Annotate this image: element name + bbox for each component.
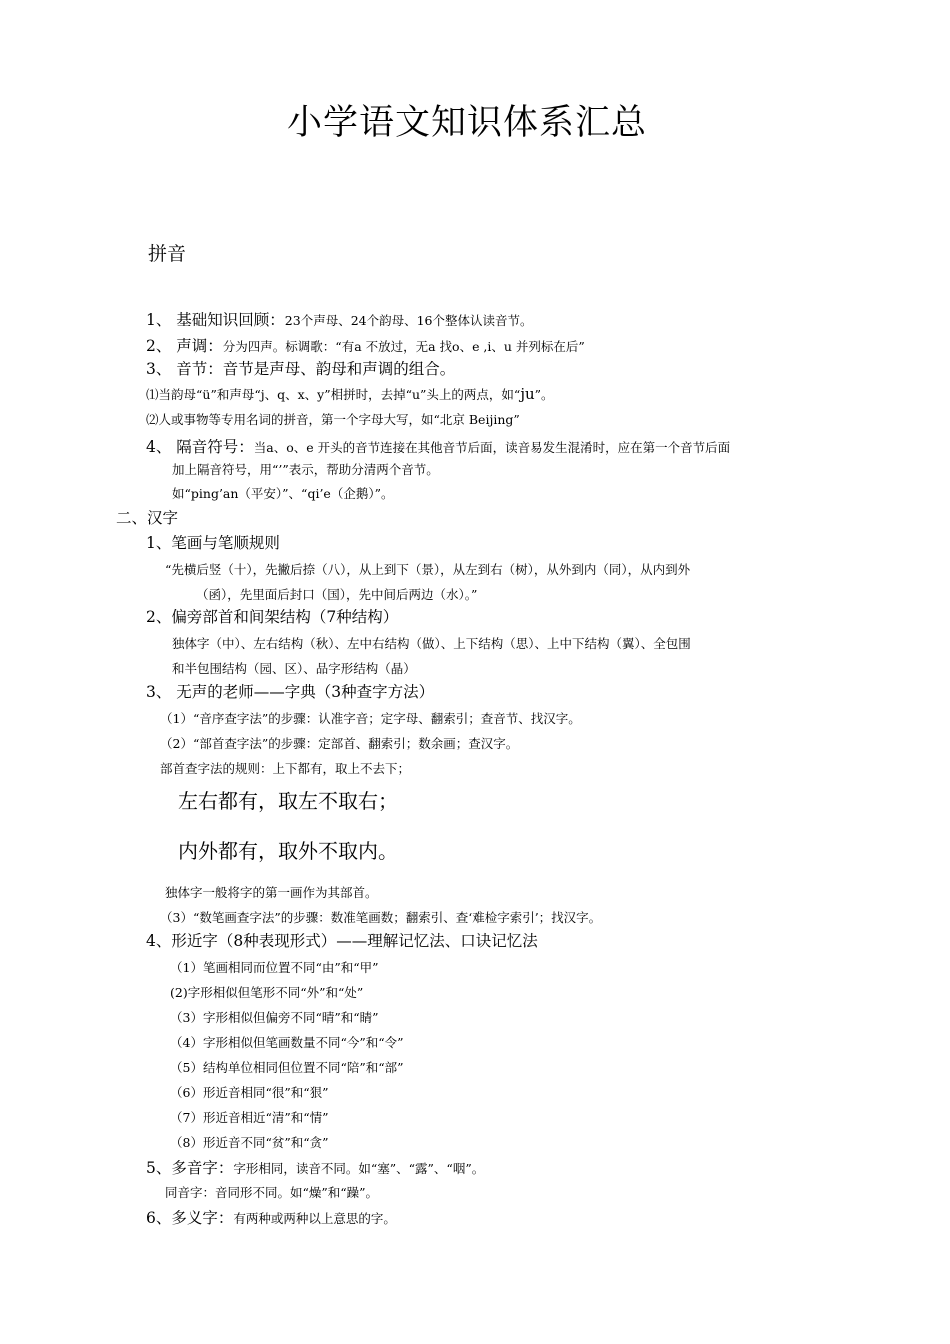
hanzi-text: 部首查字法的规则：上下都有，取上不去下； <box>160 761 411 776</box>
item-text: 分为四声。标调歌：“有a 不放过，无a 找o、e ,i、u 并列标在后” <box>222 339 585 354</box>
note-example: ju <box>520 385 535 403</box>
hanzi-text: 同音字：音同形不同。如“燥”和“躁”。 <box>165 1185 379 1200</box>
hanzi-rule-large: 内外都有，取外不取内。 <box>178 839 398 863</box>
item-text: 当a、o、e 开头的音节连接在其他音节后面，读音易发生混淆时，应在第一个音节后面 <box>253 440 731 455</box>
pinyin-note-2: ⑵人或事物等专用名词的拼音，第一个字母大写，如“北京 Beijing” <box>146 412 520 427</box>
pinyin-note-1 <box>146 387 554 402</box>
hanzi-subheading-4: 4、形近字（8种表现形式）——理解记忆法、口诀记忆法 <box>146 932 538 950</box>
hanzi-text: 独体字一般将字的第一画作为其部首。 <box>165 885 378 900</box>
note-text: ⑴当韵母“ü”和声母“j、q、x、y”相拼时，去掉“u”头上的两点，如“ <box>146 387 521 402</box>
list-item: （7）形近音相近“清”和“情” <box>170 1110 329 1125</box>
page-title: 小学语文知识体系汇总 <box>287 103 648 143</box>
list-item: （4）字形相似但笔画数量不同“今”和“令” <box>170 1035 404 1050</box>
list-item: （6）形近音相同“很”和“狠” <box>170 1085 329 1100</box>
hanzi-subheading-1: 1、笔画与笔顺规则 <box>146 534 280 552</box>
hanzi-text: 独体字（中）、左右结构（秋）、左中右结构（做）、上下结构（思）、上中下结构（翼）、全包围 <box>172 636 691 651</box>
list-item: （5）结构单位相同但位置不同“陪”和“部” <box>170 1060 404 1075</box>
note-text-end: ”。 <box>534 387 554 402</box>
hanzi-subheading-5 <box>146 1160 484 1177</box>
list-item: (2)字形相似但笔形不同“外”和“处” <box>170 985 364 1000</box>
item-text: 字形相同，读音不同。如“塞”、“露”、“咽”。 <box>233 1161 485 1176</box>
pinyin-item-1 <box>146 312 533 329</box>
section-heading-pinyin: 拼音 <box>148 243 187 265</box>
item-label: 4、 隔音符号： <box>146 438 254 456</box>
item-text: 有两种或两种以上意思的字。 <box>233 1211 396 1226</box>
pinyin-item-2 <box>146 338 585 355</box>
pinyin-item-4-example: 如“ping’an（平安）”、“qi’e（企鹅）”。 <box>172 486 394 501</box>
hanzi-subheading-6 <box>146 1210 396 1227</box>
hanzi-text: （2）“部首查字法”的步骤：定部首、翻索引；数余画；查汉字。 <box>160 736 519 751</box>
item-label: 2、 声调： <box>146 337 223 355</box>
list-item: （8）形近音不同“贫”和“贪” <box>170 1135 329 1150</box>
item-label: 1、 基础知识回顾： <box>146 311 285 329</box>
hanzi-subheading-3: 3、 无声的老师——字典（3种查字方法） <box>146 683 435 701</box>
hanzi-text: （3）“数笔画查字法”的步骤：数准笔画数；翻索引、查‘难检字索引’；找汉字。 <box>160 910 602 925</box>
item-label: 6、多义字： <box>146 1209 234 1227</box>
hanzi-text: “先横后竖（十），先撇后捺（八），从上到下（景），从左到右（树），从外到内（同），从内到外 <box>165 562 691 577</box>
item-label: 5、多音字： <box>146 1159 234 1177</box>
pinyin-item-4-cont: 加上隔音符号，用“’”表示，帮助分清两个音节。 <box>172 462 439 477</box>
list-item: （1）笔画相同而位置不同“由”和“甲” <box>170 960 379 975</box>
hanzi-text: （函），先里面后封口（国），先中间后两边（水）。” <box>196 587 478 602</box>
item-text: 23个声母、24个韵母、16个整体认读音节。 <box>284 313 533 328</box>
section-heading-hanzi: 二、汉字 <box>116 509 179 527</box>
hanzi-text: （1）“音序查字法”的步骤：认准字音；定字母、翻索引；查音节、找汉字。 <box>160 711 581 726</box>
pinyin-item-3: 3、 音节：音节是声母、韵母和声调的组合。 <box>146 360 456 378</box>
list-item: （3）字形相似但偏旁不同“晴”和“睛” <box>170 1010 379 1025</box>
hanzi-rule-large: 左右都有，取左不取右； <box>178 789 398 813</box>
hanzi-subheading-2: 2、偏旁部首和间架结构（7种结构） <box>146 608 399 626</box>
pinyin-item-4 <box>146 439 730 456</box>
hanzi-text: 和半包围结构（园、区）、品字形结构（晶） <box>172 661 416 676</box>
